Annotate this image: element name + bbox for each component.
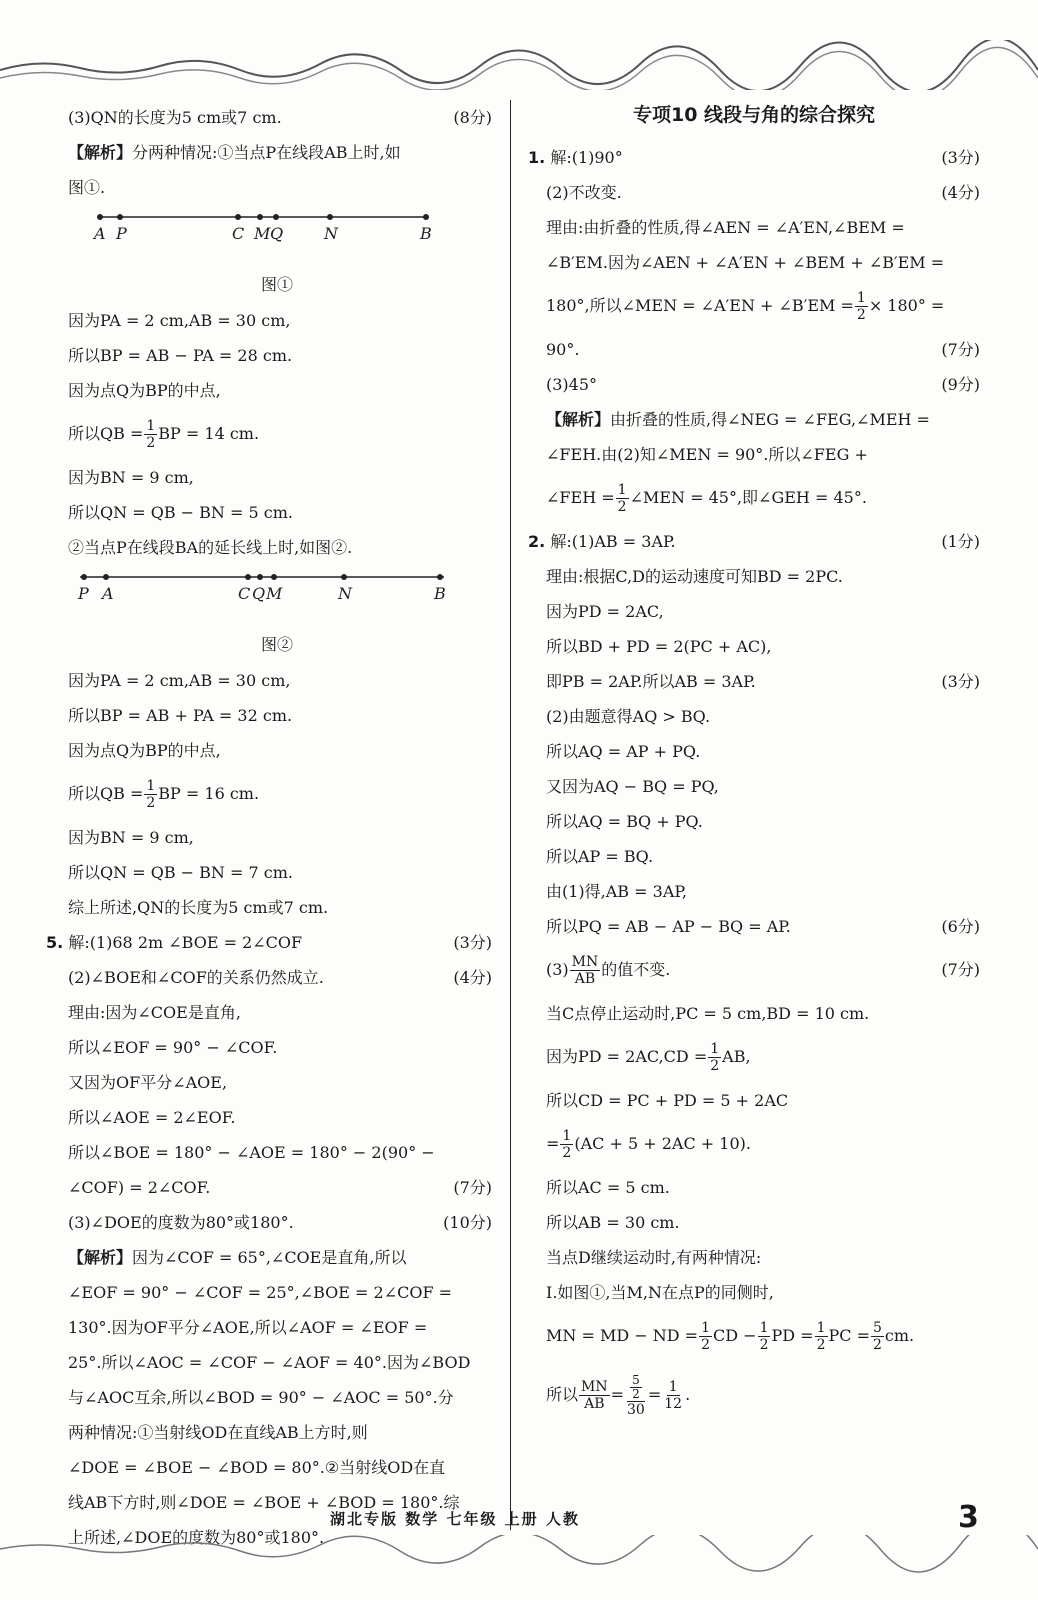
bottom-decorative-border xyxy=(0,1535,1038,1575)
text-line: Ⅰ.如图①,当M,N在点P的同侧时, xyxy=(546,1283,774,1302)
fig2-label: N xyxy=(338,584,352,603)
figure-2-segment xyxy=(62,565,492,627)
question-1-line: 1. 解:(1)90° (3分) xyxy=(528,148,980,167)
text-line: 又因为AQ − BQ = PQ, xyxy=(546,777,719,796)
column-divider xyxy=(510,100,511,1530)
fig2-label: C xyxy=(238,584,251,603)
section-title: 专项10 线段与角的综合探究 xyxy=(632,104,876,126)
text-line: 所以BP = AB − PA = 28 cm. xyxy=(68,346,293,365)
text-line: 所以AQ = AP + PQ. xyxy=(546,742,701,761)
fig2-label: M xyxy=(266,584,283,603)
text-line: MN = MD − ND = $\frac{1}{2}$ CD − $\frac{1}{2}$ PD = $\frac{1}{2}$ PC = $\frac{5}{2}$ cm. xyxy=(546,1320,915,1353)
answer-line: (2)∠BOE和∠COF的关系仍然成立. (4分) xyxy=(68,968,492,987)
fig1-label: A xyxy=(94,224,106,243)
text-line: 因为BN = 9 cm, xyxy=(68,468,194,487)
text-line: ∠B′EM.因为∠AEN + ∠A′EN + ∠BEM + ∠B′EM = xyxy=(546,253,945,272)
answer-line: (3)QN的长度为5 cm或7 cm. (8分) xyxy=(68,108,492,127)
text-line: 所以QN = QB − BN = 5 cm. xyxy=(68,503,293,522)
text-line: 25°.所以∠AOC = ∠COF − ∠AOF = 40°.因为∠BOD xyxy=(68,1353,471,1372)
text-line: 所以AP = BQ. xyxy=(546,847,654,866)
text-line: = $\frac{1}{2}$ (AC + 5 + 2AC + 10). xyxy=(546,1128,751,1161)
text-line: 因为点Q为BP的中点, xyxy=(68,741,221,760)
question-number: 5. xyxy=(46,933,64,952)
fig1-label: Q xyxy=(270,224,284,243)
top-decorative-border xyxy=(0,40,1038,90)
text-line: 图①. xyxy=(68,178,106,197)
text-line: 当C点停止运动时,PC = 5 cm,BD = 10 cm. xyxy=(546,1004,870,1023)
text-line: 所以BD + PD = 2(PC + AC), xyxy=(546,637,772,656)
analysis-line: 【解析】由折叠的性质,得∠NEG = ∠FEG,∠MEH = xyxy=(546,410,930,429)
fig2-label: P xyxy=(78,584,89,603)
text-line: ∠FEH.由(2)知∠MEN = 90°.所以∠FEG + xyxy=(546,445,868,464)
text-line: 所以 $\frac{MN}{AB}$ = $\frac{\frac{5}{2}}{30}$ = $\frac{1}{12}$ . xyxy=(546,1372,691,1418)
text-line: 180°,所以∠MEN = ∠A′EN + ∠B′EM = $\frac{1}{2}$ × 180° = xyxy=(546,290,945,323)
fig2-label: B xyxy=(434,584,446,603)
text-line: ∠FEH = $\frac{1}{2}$ ∠MEN = 45°,即∠GEH = 45°. xyxy=(546,482,867,515)
text-line: 理由:根据C,D的运动速度可知BD = 2PC. xyxy=(546,567,843,586)
figure-1-segment xyxy=(62,205,492,267)
fig1-label: P xyxy=(116,224,127,243)
text-line: 所以∠BOE = 180° − ∠AOE = 180° − 2(90° − xyxy=(68,1143,435,1162)
answer-line: (3)45° (9分) xyxy=(546,375,980,394)
fig2-label: A xyxy=(102,584,114,603)
question-5-line: 5. 解:(1)68 2m ∠BOE = 2∠COF (3分) xyxy=(46,933,492,952)
text-line: 线AB下方时,则∠DOE = ∠BOE + ∠BOD = 180°.综 xyxy=(68,1493,460,1512)
page-number: 3 xyxy=(958,1500,979,1535)
text-line: 上所述,∠DOE的度数为80°或180°. xyxy=(68,1528,325,1547)
text-line: 与∠AOC互余,所以∠BOD = 90° − ∠AOC = 50°.分 xyxy=(68,1388,454,1407)
question-number: 1. xyxy=(528,148,546,167)
text-line: ∠DOE = ∠BOE − ∠BOD = 80°.②当射线OD在直 xyxy=(68,1458,446,1477)
text-line: 因为BN = 9 cm, xyxy=(68,828,194,847)
text-line: 因为PD = 2AC, xyxy=(546,602,664,621)
text-line: 理由:因为∠COE是直角, xyxy=(68,1003,241,1022)
text-line: 又因为OF平分∠AOE, xyxy=(68,1073,228,1092)
text-line: 因为PA = 2 cm,AB = 30 cm, xyxy=(68,311,291,330)
fig1-label: M xyxy=(254,224,271,243)
text-line: 由(1)得,AB = 3AP, xyxy=(546,882,687,901)
left-column xyxy=(46,100,492,1555)
text-line: 所以QB = $\frac{1}{2}$ BP = 14 cm. xyxy=(68,418,260,451)
answer-line: 所以PQ = AB − AP − BQ = AP. (6分) xyxy=(546,917,980,936)
text-line: (2)由题意得AQ > BQ. xyxy=(546,707,711,726)
fig2-label: Q xyxy=(252,584,266,603)
text-line: 所以AB = 30 cm. xyxy=(546,1213,680,1232)
answer-line: (3) $\frac{MN}{AB}$ 的值不变. (7分) xyxy=(546,954,980,987)
text-line: 所以AQ = BQ + PQ. xyxy=(546,812,703,831)
text-line: 所以QN = QB − BN = 7 cm. xyxy=(68,863,293,882)
text-line: 所以BP = AB + PA = 32 cm. xyxy=(68,706,293,725)
figure-1-caption: 图① xyxy=(260,275,293,294)
text-line: 所以AC = 5 cm. xyxy=(546,1178,670,1197)
fig1-label: N xyxy=(324,224,338,243)
answer-line: ∠COF) = 2∠COF. (7分) xyxy=(68,1178,492,1197)
text-line: 所以∠AOE = 2∠EOF. xyxy=(68,1108,236,1127)
page-footer: 湖北专版 数学 七年级 上册 人教 xyxy=(330,1510,580,1528)
text-line: 因为PA = 2 cm,AB = 30 cm, xyxy=(68,671,291,690)
text-line: 所以CD = PC + PD = 5 + 2AC xyxy=(546,1091,789,1110)
text-line: 当点D继续运动时,有两种情况: xyxy=(546,1248,762,1267)
text-line: 因为点Q为BP的中点, xyxy=(68,381,221,400)
answer-line: 90°. (7分) xyxy=(546,340,980,359)
text-line: 所以QB = $\frac{1}{2}$ BP = 16 cm. xyxy=(68,778,260,811)
text-line: 两种情况:①当射线OD在直线AB上方时,则 xyxy=(68,1423,368,1442)
fig1-label: B xyxy=(420,224,432,243)
text-line: 130°.因为OF平分∠AOE,所以∠AOF = ∠EOF = xyxy=(68,1318,428,1337)
answer-line: 即PB = 2AP.所以AB = 3AP. (3分) xyxy=(546,672,980,691)
fig1-label: C xyxy=(232,224,245,243)
answer-line: (3)∠DOE的度数为80°或180°. (10分) xyxy=(68,1213,492,1232)
text-line: 综上所述,QN的长度为5 cm或7 cm. xyxy=(68,898,329,917)
answer-line: (2)不改变. (4分) xyxy=(546,183,980,202)
text-line: 因为PD = 2AC,CD = $\frac{1}{2}$ AB, xyxy=(546,1041,751,1074)
text-line: ∠EOF = 90° − ∠COF = 25°,∠BOE = 2∠COF = xyxy=(68,1283,453,1302)
question-number: 2. xyxy=(528,532,546,551)
text-line: 理由:由折叠的性质,得∠AEN = ∠A′EN,∠BEM = xyxy=(546,218,905,237)
text-line: 所以∠EOF = 90° − ∠COF. xyxy=(68,1038,278,1057)
analysis-line: 【解析】因为∠COF = 65°,∠COE是直角,所以 xyxy=(68,1248,407,1267)
question-2-line: 2. 解:(1)AB = 3AP. (1分) xyxy=(528,532,980,551)
analysis-line: 【解析】分两种情况:①当点P在线段AB上时,如 xyxy=(68,143,401,162)
right-column xyxy=(528,100,980,1428)
text-line: ②当点P在线段BA的延长线上时,如图②. xyxy=(68,538,353,557)
figure-2-caption: 图② xyxy=(260,635,293,654)
